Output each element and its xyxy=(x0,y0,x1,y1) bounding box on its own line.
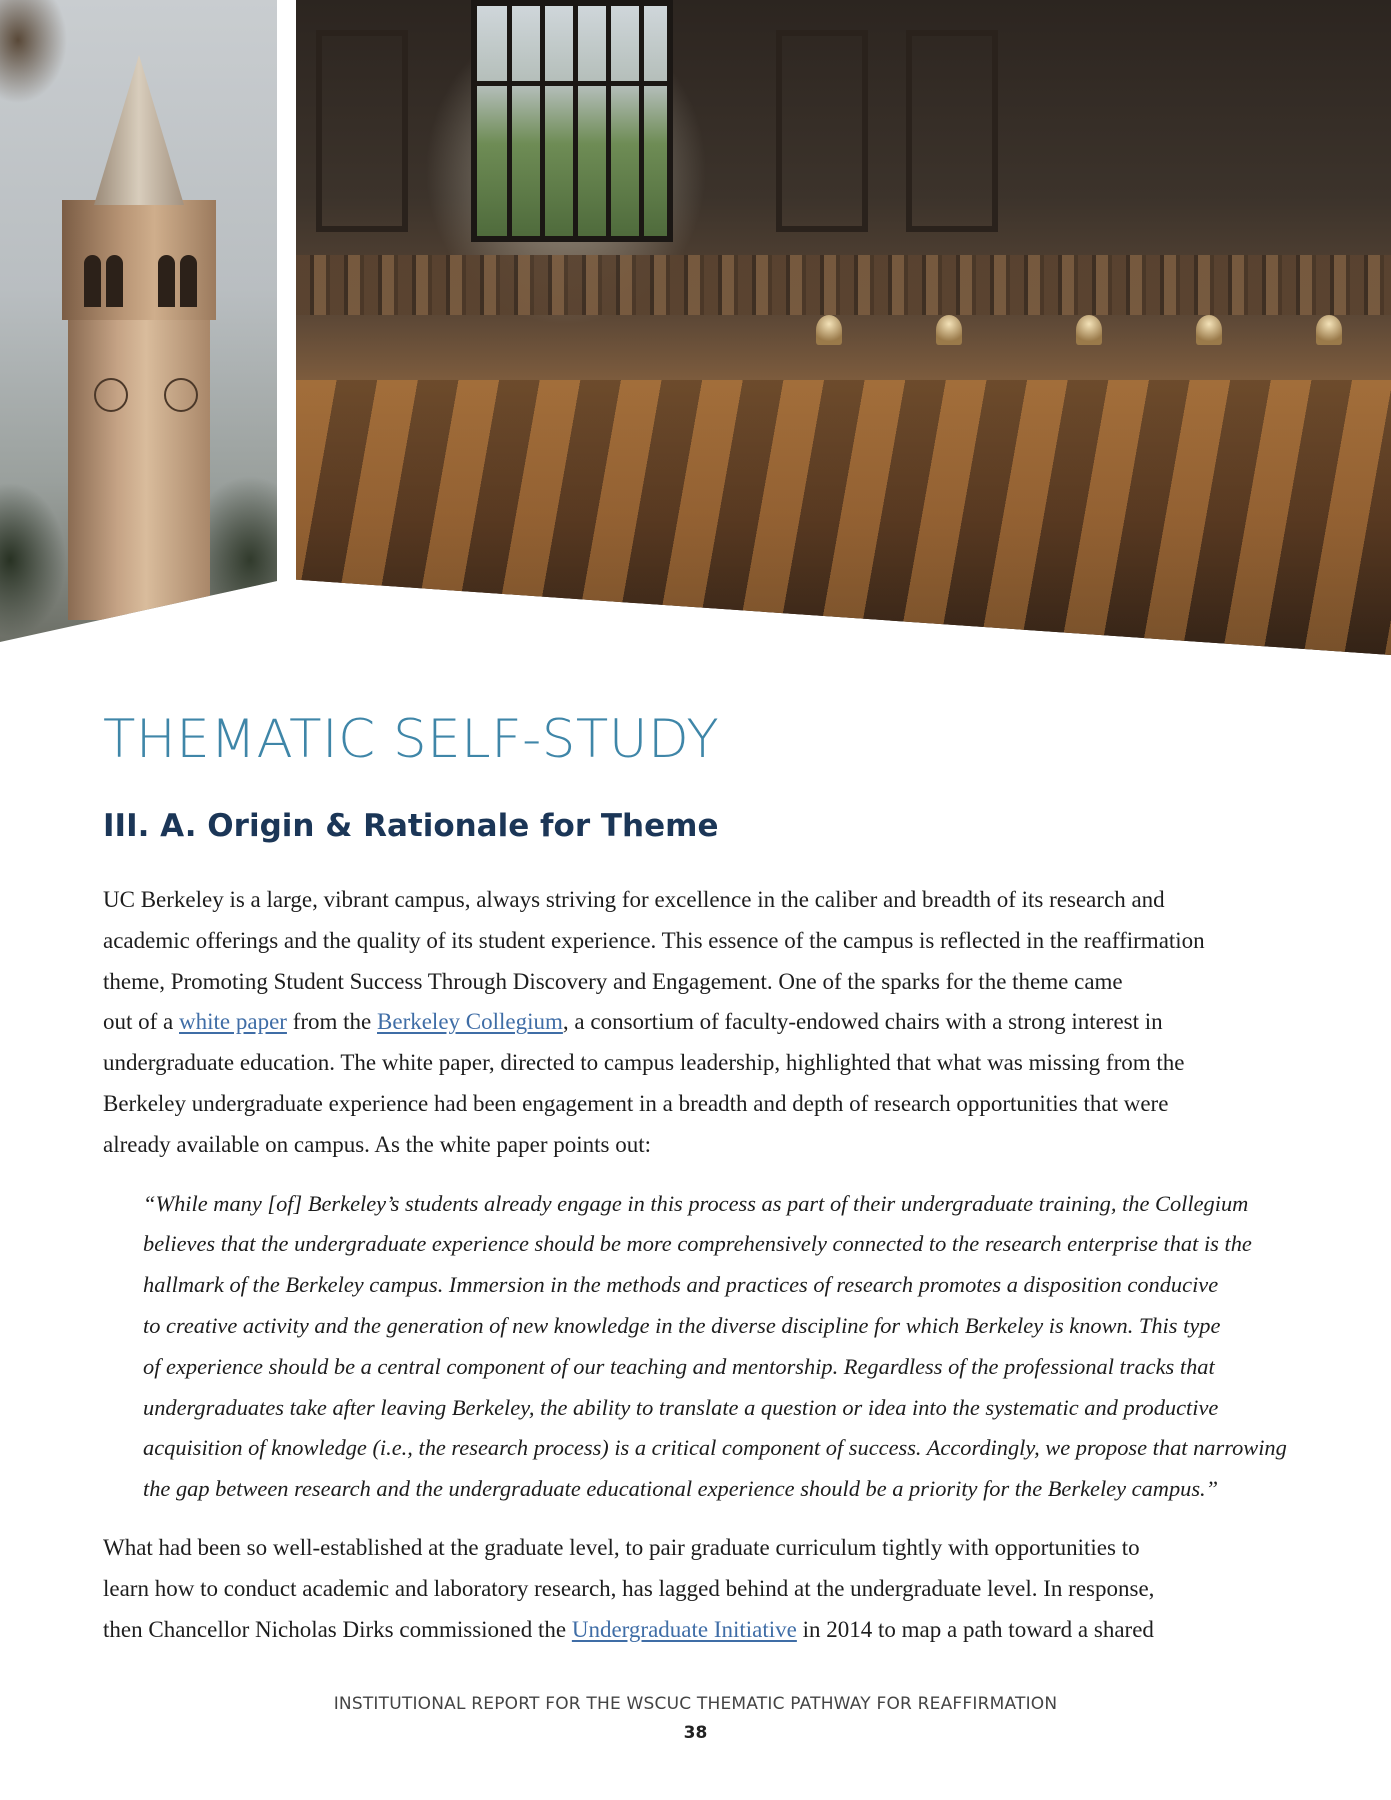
quote-line: “While many [of] Berkeley’s students already engage in this process as part of their undergraduate training, the Collegium xyxy=(143,1190,1249,1216)
text-fragment: out of a xyxy=(103,1009,180,1035)
quote-line: undergraduates take after leaving Berkeley, the ability to translate a question or idea into the systematic and productive xyxy=(143,1394,1219,1420)
library-bookshelves xyxy=(296,255,1391,315)
tower-arch xyxy=(158,255,175,307)
library-reading-room-photo xyxy=(296,0,1391,655)
lamp-icon xyxy=(936,315,962,345)
berkeley-collegium-link[interactable]: Berkeley Collegium xyxy=(377,1009,563,1035)
lamp-icon xyxy=(1316,315,1342,345)
quote-line: believes that the undergraduate experience should be more comprehensively connected to the research enterprise that is the xyxy=(143,1231,1252,1257)
text-fragment: from the xyxy=(286,1009,378,1035)
tower-arch xyxy=(180,255,197,307)
quote-line: of experience should be a central component of our teaching and mentorship. Regardless of the professional tracks that xyxy=(143,1353,1215,1379)
quote-line: the gap between research and the undergraduate educational experience should be a priority for the Berkeley campus.” xyxy=(143,1476,1219,1502)
undergraduate-initiative-link[interactable]: Undergraduate Initiative xyxy=(571,1616,797,1642)
intro-paragraph xyxy=(103,880,1303,1166)
section-label: THEMATIC SELF-STUDY xyxy=(103,709,720,770)
campanile-tower-photo xyxy=(0,0,277,642)
text-fragment: , a consortium of faculty-endowed chairs with a strong interest in xyxy=(562,1009,1163,1035)
quote-line: hallmark of the Berkeley campus. Immersion in the methods and practices of research promotes a disposition conducive xyxy=(143,1272,1219,1298)
footer-report-title: INSTITUTIONAL REPORT FOR THE WSCUC THEMATIC PATHWAY FOR REAFFIRMATION xyxy=(333,1694,1058,1714)
text-line xyxy=(103,1002,1303,1043)
text-line: already available on campus. As the white paper points out: xyxy=(103,1131,652,1157)
text-line: academic offerings and the quality of its student experience. This essence of the campus is reflected in the reaffirmation xyxy=(103,927,1205,953)
text-line: learn how to conduct academic and laboratory research, has lagged behind at the undergraduate level. In response, xyxy=(103,1575,1155,1601)
tower-spire xyxy=(94,55,184,205)
header-photo-band xyxy=(0,0,1391,660)
text-line: theme, Promoting Student Success Through Discovery and Engagement. One of the sparks for the theme came xyxy=(103,968,1123,994)
text-fragment: in 2014 to map a path toward a shared xyxy=(796,1616,1154,1642)
library-study-tables xyxy=(296,380,1391,655)
text-line: undergraduate education. The white paper, directed to campus leadership, highlighted that what was missing from the xyxy=(103,1050,1185,1076)
text-fragment: then Chancellor Nicholas Dirks commissioned the xyxy=(103,1616,572,1642)
library-wall-panel xyxy=(776,30,868,232)
text-line: Berkeley undergraduate experience had been engagement in a breadth and depth of research opportunities that were xyxy=(103,1090,1169,1116)
library-wall-panel xyxy=(316,30,408,232)
text-line: What had been so well-established at the graduate level, to pair graduate curriculum tightly with opportunities to xyxy=(103,1534,1140,1560)
collegium-quote xyxy=(143,1184,1303,1510)
second-paragraph xyxy=(103,1528,1303,1650)
text-line: UC Berkeley is a large, vibrant campus, always striving for excellence in the caliber and breadth of its research and xyxy=(103,887,1165,912)
quote-line: acquisition of knowledge (i.e., the research process) is a critical component of success. Accordingly, we propose that narrowing xyxy=(143,1435,1287,1461)
page-number: 38 xyxy=(683,1723,708,1743)
section-heading: III. A. Origin & Rationale for Theme xyxy=(103,808,719,844)
clock-icon xyxy=(164,378,198,412)
lamp-icon xyxy=(816,315,842,345)
lamp-icon xyxy=(1076,315,1102,345)
clock-icon xyxy=(94,378,128,412)
white-paper-link[interactable]: white paper xyxy=(179,1009,287,1035)
library-window xyxy=(471,0,673,242)
tower-arch xyxy=(84,255,101,307)
quote-line: to creative activity and the generation of new knowledge in the diverse discipline for which Berkeley is known. This type xyxy=(143,1312,1221,1338)
library-wall-panel xyxy=(906,30,998,232)
tower-arch xyxy=(106,255,123,307)
text-line xyxy=(103,1610,1303,1651)
article-body xyxy=(103,880,1303,1668)
lamp-icon xyxy=(1196,315,1222,345)
